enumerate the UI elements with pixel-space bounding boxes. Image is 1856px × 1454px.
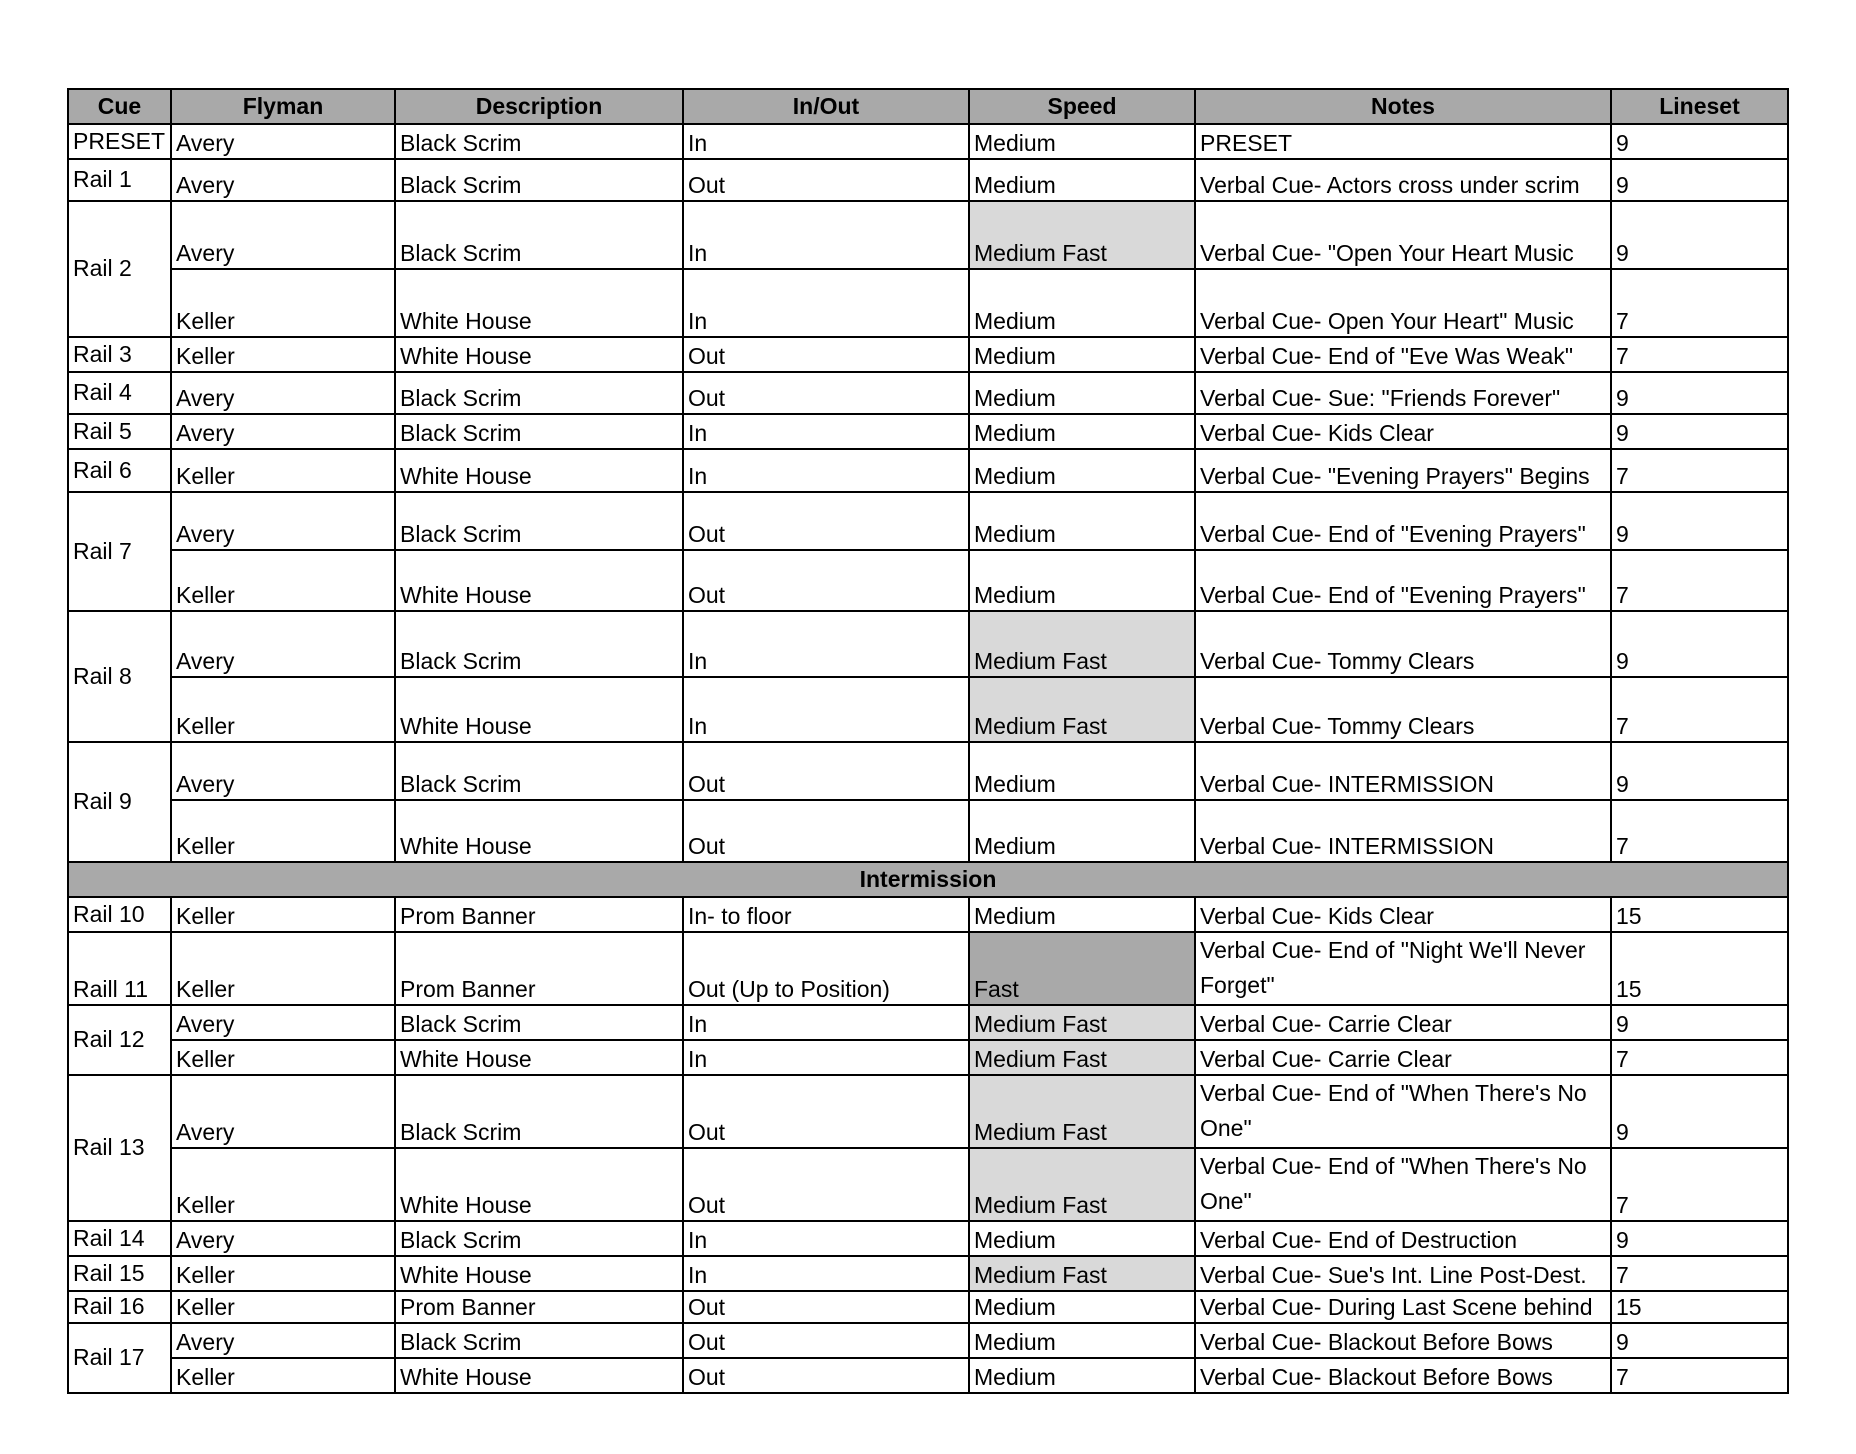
- speed-cell: Medium Fast: [969, 1040, 1195, 1075]
- cue-cell: Rail 10: [68, 897, 171, 932]
- notes-cell: Verbal Cue- Carrie Clear: [1195, 1005, 1611, 1040]
- flyman-cell: Keller: [171, 897, 395, 932]
- description-cell: White House: [395, 800, 683, 862]
- flyman-cell: Avery: [171, 1323, 395, 1358]
- inout-cell: Out: [683, 372, 969, 414]
- lineset-cell: 7: [1611, 449, 1788, 492]
- notes-cell: Verbal Cue- Sue: "Friends Forever": [1195, 372, 1611, 414]
- cue-cell: PRESET: [68, 124, 171, 159]
- flyman-cell: Avery: [171, 611, 395, 677]
- lineset-cell: 7: [1611, 1358, 1788, 1393]
- description-cell: Black Scrim: [395, 372, 683, 414]
- flyman-cell: Keller: [171, 1040, 395, 1075]
- flyman-cell: Keller: [171, 1291, 395, 1323]
- lineset-cell: 9: [1611, 201, 1788, 269]
- table-row: [68, 1005, 1788, 1040]
- speed-cell: Medium Fast: [969, 1148, 1195, 1221]
- notes-cell: Verbal Cue- Tommy Clears: [1195, 677, 1611, 742]
- notes-cell: Verbal Cue- INTERMISSION: [1195, 800, 1611, 862]
- table-row: [68, 1221, 1788, 1256]
- inout-cell: Out: [683, 800, 969, 862]
- lineset-cell: 7: [1611, 269, 1788, 337]
- table-row: [68, 1075, 1788, 1148]
- description-cell: Black Scrim: [395, 742, 683, 800]
- table-row: [68, 1291, 1788, 1323]
- table-row: [68, 742, 1788, 800]
- table-row: [68, 159, 1788, 201]
- notes-cell: Verbal Cue- End of "Eve Was Weak": [1195, 337, 1611, 372]
- lineset-cell: 9: [1611, 1323, 1788, 1358]
- flyman-cell: Keller: [171, 677, 395, 742]
- description-cell: Prom Banner: [395, 932, 683, 1005]
- lineset-cell: 15: [1611, 1291, 1788, 1323]
- intermission-row: [68, 862, 1788, 897]
- cue-cell: Rail 8: [68, 611, 171, 742]
- inout-cell: Out: [683, 337, 969, 372]
- flyman-cell: Keller: [171, 1148, 395, 1221]
- inout-cell: In: [683, 124, 969, 159]
- lineset-cell: 7: [1611, 800, 1788, 862]
- speed-cell: Medium Fast: [969, 1075, 1195, 1148]
- lineset-cell: 9: [1611, 742, 1788, 800]
- table-row: [68, 1148, 1788, 1221]
- inout-cell: In: [683, 1256, 969, 1291]
- header-flyman: Flyman: [171, 89, 395, 124]
- intermission-label: Intermission: [68, 862, 1788, 897]
- description-cell: Black Scrim: [395, 611, 683, 677]
- speed-cell: Medium Fast: [969, 201, 1195, 269]
- cue-cell: Rail 16: [68, 1291, 171, 1323]
- header-cue: Cue: [68, 89, 171, 124]
- speed-cell: Medium: [969, 372, 1195, 414]
- notes-cell: Verbal Cue- Blackout Before Bows: [1195, 1323, 1611, 1358]
- flyman-cell: Keller: [171, 1256, 395, 1291]
- description-cell: White House: [395, 1256, 683, 1291]
- description-cell: Black Scrim: [395, 1323, 683, 1358]
- lineset-cell: 9: [1611, 124, 1788, 159]
- notes-cell: Verbal Cue- Kids Clear: [1195, 414, 1611, 449]
- notes-cell: Verbal Cue- Sue's Int. Line Post-Dest.: [1195, 1256, 1611, 1291]
- lineset-cell: 7: [1611, 337, 1788, 372]
- header-row: [68, 89, 1788, 124]
- description-cell: Black Scrim: [395, 492, 683, 550]
- notes-cell: Verbal Cue- Carrie Clear: [1195, 1040, 1611, 1075]
- lineset-cell: 9: [1611, 414, 1788, 449]
- table-row: [68, 897, 1788, 932]
- flyman-cell: Avery: [171, 159, 395, 201]
- speed-cell: Medium: [969, 1358, 1195, 1393]
- flyman-cell: Keller: [171, 550, 395, 611]
- inout-cell: In: [683, 1221, 969, 1256]
- description-cell: White House: [395, 1358, 683, 1393]
- table-row: [68, 932, 1788, 1005]
- cue-cell: Rail 7: [68, 492, 171, 611]
- header-speed: Speed: [969, 89, 1195, 124]
- speed-cell: Medium: [969, 449, 1195, 492]
- inout-cell: Out: [683, 1291, 969, 1323]
- notes-cell: Verbal Cue- "Evening Prayers" Begins: [1195, 449, 1611, 492]
- cue-cell: Rail 5: [68, 414, 171, 449]
- lineset-cell: 7: [1611, 1040, 1788, 1075]
- speed-cell: Medium: [969, 159, 1195, 201]
- header-description: Description: [395, 89, 683, 124]
- lineset-cell: 7: [1611, 1256, 1788, 1291]
- speed-cell: Medium Fast: [969, 1256, 1195, 1291]
- table-row: [68, 337, 1788, 372]
- header-in-out: In/Out: [683, 89, 969, 124]
- lineset-cell: 9: [1611, 1221, 1788, 1256]
- description-cell: White House: [395, 1040, 683, 1075]
- flyman-cell: Keller: [171, 1358, 395, 1393]
- inout-cell: Out: [683, 1075, 969, 1148]
- description-cell: Black Scrim: [395, 124, 683, 159]
- notes-cell: Verbal Cue- End of Destruction: [1195, 1221, 1611, 1256]
- inout-cell: In: [683, 611, 969, 677]
- cue-cell: Rail 12: [68, 1005, 171, 1075]
- table-row: [68, 1256, 1788, 1291]
- description-cell: Black Scrim: [395, 1005, 683, 1040]
- table-row: [68, 800, 1788, 862]
- notes-cell: PRESET: [1195, 124, 1611, 159]
- description-cell: White House: [395, 1148, 683, 1221]
- inout-cell: Out (Up to Position): [683, 932, 969, 1005]
- table-row: [68, 1040, 1788, 1075]
- table-row: [68, 124, 1788, 159]
- speed-cell: Medium: [969, 897, 1195, 932]
- notes-cell: Verbal Cue- Tommy Clears: [1195, 611, 1611, 677]
- speed-cell: Medium: [969, 1291, 1195, 1323]
- speed-cell: Medium: [969, 337, 1195, 372]
- speed-cell: Medium: [969, 492, 1195, 550]
- speed-cell: Medium Fast: [969, 677, 1195, 742]
- notes-cell: Verbal Cue- Kids Clear: [1195, 897, 1611, 932]
- flyman-cell: Avery: [171, 1221, 395, 1256]
- description-cell: Prom Banner: [395, 1291, 683, 1323]
- inout-cell: Out: [683, 1323, 969, 1358]
- lineset-cell: 9: [1611, 611, 1788, 677]
- notes-cell: Verbal Cue- "Open Your Heart Music: [1195, 201, 1611, 269]
- flyman-cell: Avery: [171, 372, 395, 414]
- description-cell: White House: [395, 337, 683, 372]
- inout-cell: In: [683, 1040, 969, 1075]
- cue-cell: Rail 3: [68, 337, 171, 372]
- table-row: [68, 550, 1788, 611]
- inout-cell: Out: [683, 492, 969, 550]
- table-row: [68, 677, 1788, 742]
- table-row: [68, 492, 1788, 550]
- lineset-cell: 15: [1611, 932, 1788, 1005]
- notes-cell: Verbal Cue- End of "Night We'll Never Forget": [1195, 932, 1611, 1005]
- speed-cell: Medium Fast: [969, 611, 1195, 677]
- inout-cell: In- to floor: [683, 897, 969, 932]
- cue-cell: Rail 9: [68, 742, 171, 862]
- cue-cell: Rail 14: [68, 1221, 171, 1256]
- speed-cell: Medium: [969, 550, 1195, 611]
- lineset-cell: 9: [1611, 159, 1788, 201]
- flyman-cell: Avery: [171, 124, 395, 159]
- notes-cell: Verbal Cue- Open Your Heart" Music: [1195, 269, 1611, 337]
- inout-cell: In: [683, 269, 969, 337]
- inout-cell: In: [683, 414, 969, 449]
- notes-cell: Verbal Cue- End of "Evening Prayers": [1195, 492, 1611, 550]
- lineset-cell: 9: [1611, 372, 1788, 414]
- description-cell: White House: [395, 269, 683, 337]
- description-cell: Black Scrim: [395, 414, 683, 449]
- flyman-cell: Avery: [171, 492, 395, 550]
- description-cell: White House: [395, 677, 683, 742]
- speed-cell: Medium: [969, 742, 1195, 800]
- cue-cell: Rail 15: [68, 1256, 171, 1291]
- inout-cell: Out: [683, 1358, 969, 1393]
- inout-cell: Out: [683, 742, 969, 800]
- cue-cell: Raill 11: [68, 932, 171, 1005]
- flyman-cell: Avery: [171, 201, 395, 269]
- notes-cell: Verbal Cue- Blackout Before Bows: [1195, 1358, 1611, 1393]
- table-row: [68, 372, 1788, 414]
- description-cell: White House: [395, 550, 683, 611]
- cue-cell: Rail 4: [68, 372, 171, 414]
- table-row: [68, 1358, 1788, 1393]
- header-lineset: Lineset: [1611, 89, 1788, 124]
- inout-cell: In: [683, 449, 969, 492]
- speed-cell: Medium: [969, 800, 1195, 862]
- flyman-cell: Avery: [171, 414, 395, 449]
- speed-cell: Medium: [969, 1221, 1195, 1256]
- flyman-cell: Avery: [171, 1005, 395, 1040]
- table-row: [68, 201, 1788, 269]
- table-row: [68, 269, 1788, 337]
- cue-cell: Rail 17: [68, 1323, 171, 1393]
- notes-cell: Verbal Cue- End of "Evening Prayers": [1195, 550, 1611, 611]
- flyman-cell: Avery: [171, 1075, 395, 1148]
- inout-cell: Out: [683, 550, 969, 611]
- notes-cell: Verbal Cue- INTERMISSION: [1195, 742, 1611, 800]
- speed-cell: Medium: [969, 124, 1195, 159]
- notes-cell: Verbal Cue- End of "When There's No One": [1195, 1075, 1611, 1148]
- speed-cell: Medium Fast: [969, 1005, 1195, 1040]
- speed-cell: Fast: [969, 932, 1195, 1005]
- header-notes: Notes: [1195, 89, 1611, 124]
- lineset-cell: 9: [1611, 492, 1788, 550]
- cue-cell: Rail 13: [68, 1075, 171, 1221]
- fly-cue-sheet-table: [67, 88, 1789, 1394]
- flyman-cell: Keller: [171, 932, 395, 1005]
- inout-cell: Out: [683, 1148, 969, 1221]
- table-row: [68, 1323, 1788, 1358]
- notes-cell: Verbal Cue- Actors cross under scrim: [1195, 159, 1611, 201]
- description-cell: Black Scrim: [395, 1075, 683, 1148]
- table-row: [68, 414, 1788, 449]
- lineset-cell: 7: [1611, 677, 1788, 742]
- table-row: [68, 449, 1788, 492]
- speed-cell: Medium: [969, 1323, 1195, 1358]
- flyman-cell: Keller: [171, 449, 395, 492]
- description-cell: White House: [395, 449, 683, 492]
- notes-cell: Verbal Cue- During Last Scene behind: [1195, 1291, 1611, 1323]
- description-cell: Prom Banner: [395, 897, 683, 932]
- inout-cell: In: [683, 1005, 969, 1040]
- lineset-cell: 9: [1611, 1005, 1788, 1040]
- flyman-cell: Keller: [171, 269, 395, 337]
- notes-cell: Verbal Cue- End of "When There's No One": [1195, 1148, 1611, 1221]
- flyman-cell: Keller: [171, 800, 395, 862]
- speed-cell: Medium: [969, 269, 1195, 337]
- flyman-cell: Keller: [171, 337, 395, 372]
- description-cell: Black Scrim: [395, 159, 683, 201]
- description-cell: Black Scrim: [395, 201, 683, 269]
- speed-cell: Medium: [969, 414, 1195, 449]
- inout-cell: In: [683, 201, 969, 269]
- description-cell: Black Scrim: [395, 1221, 683, 1256]
- cue-cell: Rail 2: [68, 201, 171, 337]
- lineset-cell: 7: [1611, 550, 1788, 611]
- flyman-cell: Avery: [171, 742, 395, 800]
- lineset-cell: 9: [1611, 1075, 1788, 1148]
- cue-cell: Rail 1: [68, 159, 171, 201]
- lineset-cell: 7: [1611, 1148, 1788, 1221]
- lineset-cell: 15: [1611, 897, 1788, 932]
- inout-cell: In: [683, 677, 969, 742]
- cue-cell: Rail 6: [68, 449, 171, 492]
- table-row: [68, 611, 1788, 677]
- inout-cell: Out: [683, 159, 969, 201]
